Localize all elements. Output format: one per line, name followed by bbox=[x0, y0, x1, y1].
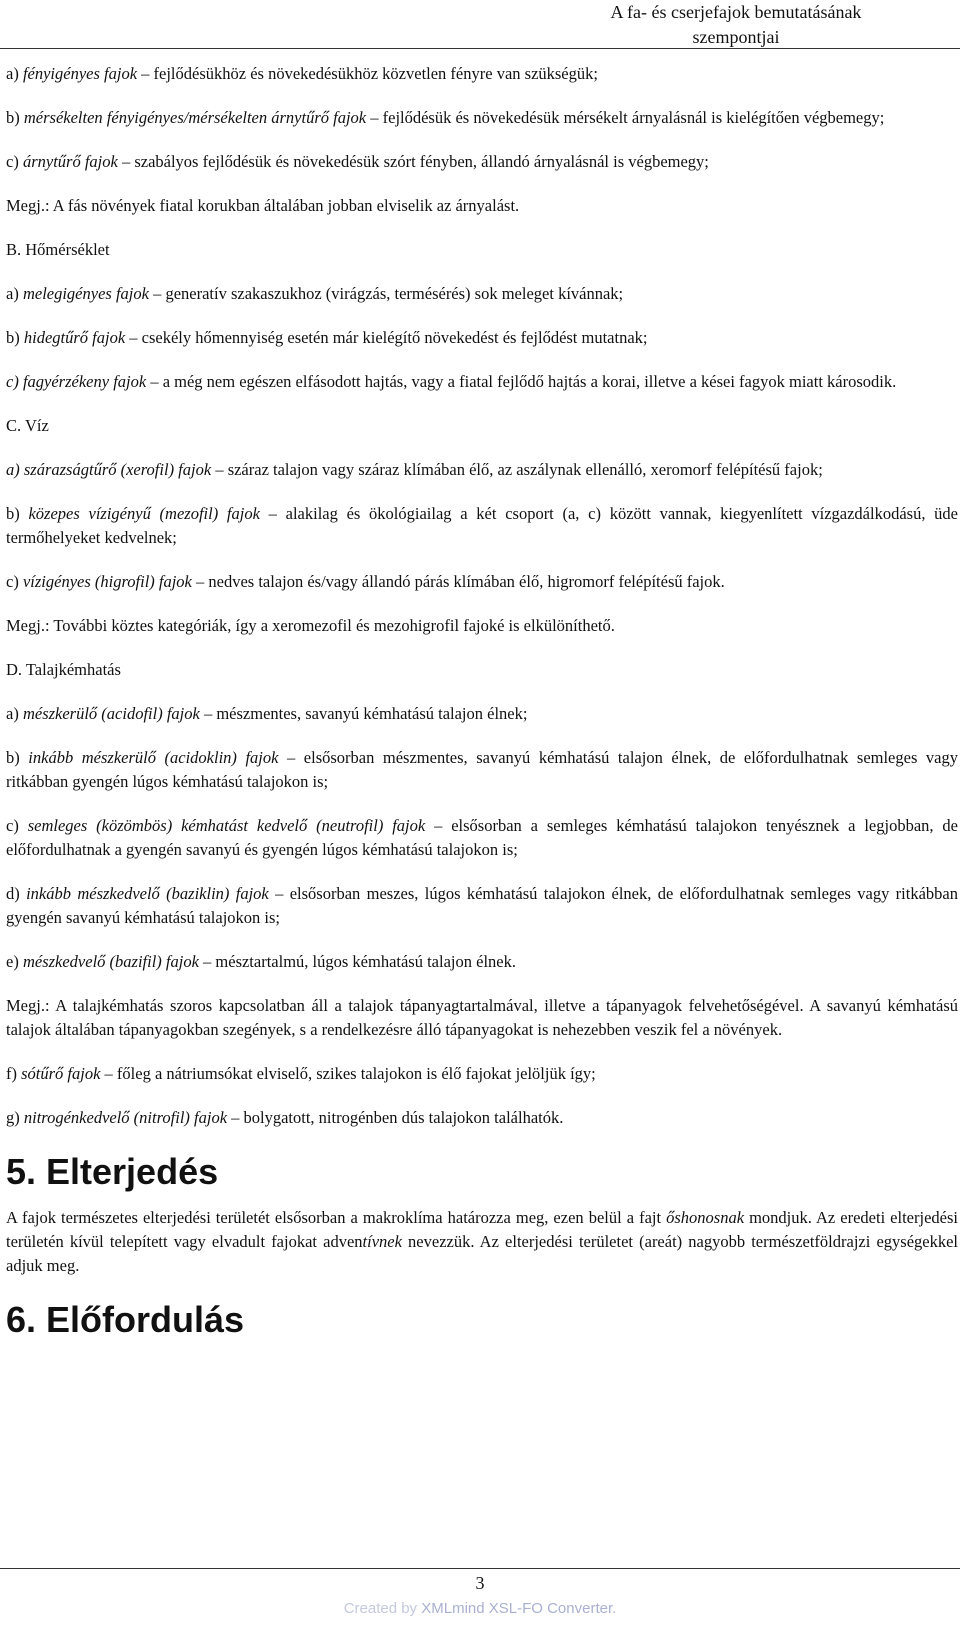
paragraph-mesophil: b) közepes vízigényű (mezofil) fajok – alakilag és ökológiailag a két csoport (a, c) között vannak, kiegyenlített vízgazdálkodású, üde termőhelyeket kedvelnek; bbox=[6, 504, 958, 547]
paragraph-neutrophil: c) semleges (közömbös) kémhatást kedvelő (neutrofil) fajok – elsősorban a semleges kémhatású talajokon tenyésznek a legjobban, de előfordulhatnak a gyengén savanyú és gyengén lúgos kémhatású talajokon is; bbox=[6, 816, 958, 859]
header-divider bbox=[0, 48, 960, 49]
paragraph-shade-tolerant: c) árnytűrő fajok – szabályos fejlődésük és növekedésük szórt fényben, állandó árnyalásnál is végbemegy; bbox=[6, 152, 709, 171]
footer-divider bbox=[0, 1568, 960, 1569]
paragraph-basiclin: d) inkább mészkedvelő (baziklin) fajok – elsősorban meszes, lúgos kémhatású talajokon élnek, de előfordulhatnak semleges vagy ritkábban gyengén savanyú kémhatású talajokon is; bbox=[6, 884, 958, 927]
section-heading-distribution: 5. Elterjedés bbox=[6, 1151, 219, 1192]
paragraph-hygrophil: c) vízigényes (higrofil) fajok – nedves talajon és/vagy állandó párás klímában élő, higromorf felépítésű fajok. bbox=[6, 572, 725, 591]
running-header bbox=[526, 0, 946, 50]
header-title-line1: A fa- és cserjefajok bemutatásának bbox=[610, 2, 862, 22]
creator-credit: Created by XMLmind XSL-FO Converter. bbox=[343, 1600, 617, 1617]
paragraph-cold-tolerant: b) hidegtűrő fajok – csekély hőmennyiség esetén már kielégítő növekedést és fejlődést mutatnak; bbox=[6, 328, 648, 347]
paragraph-salt-tolerant: f) sótűrő fajok – főleg a nátriumsókat elviselő, szikes talajokon is élő fajokat jelöljük így; bbox=[6, 1064, 596, 1083]
paragraph-acidoclin: b) inkább mészkerülő (acidoklin) fajok – elsősorban mészmentes, savanyú kémhatású talajon élnek, de előfordulhatnak semleges vagy ritkábban gyengén lúgos kémhatású talajokon is; bbox=[6, 748, 958, 791]
note-water: Megj.: További köztes kategóriák, így a xeromezofil és mezohigrofil fajoké is elkülöníthető. bbox=[6, 616, 615, 635]
paragraph-moderately-light-demanding: b) mérsékelten fényigényes/mérsékelten árnytűrő fajok – fejlődésük és növekedésük mérsékelt árnyalásnál is kielégítően végbemegy; bbox=[6, 108, 885, 127]
paragraph-xerophil: a) szárazságtűrő (xerofil) fajok – száraz talajon vagy száraz klímában élő, az aszálynak ellenálló, xeromorf felépítésű fajok; bbox=[6, 460, 823, 479]
subheading-water: C. Víz bbox=[6, 416, 49, 435]
note-shade: Megj.: A fás növények fiatal korukban általában jobban elviselik az árnyalást. bbox=[6, 196, 520, 215]
paragraph-frost-sensitive: c) fagyérzékeny fajok – a még nem egészen elfásodott hajtás, vagy a fiatal fejlődő hajtás a korai, illetve a kései fagyok miatt károsodik. bbox=[6, 372, 897, 391]
note-soil-ph: Megj.: A talajkémhatás szoros kapcsolatban áll a talajok tápanyagtartalmával, illetve a tápanyagok felvehetőségével. A savanyú kémhatású talajok általában tápanyagokban szegények, s a rendelkezésre álló tápanyagokat is nehezebben veszik fel a növények. bbox=[6, 996, 958, 1039]
subheading-temperature: B. Hőmérséklet bbox=[6, 240, 110, 259]
paragraph-nitrophil: g) nitrogénkedvelő (nitrofil) fajok – bolygatott, nitrogénben dús talajokon találhatók. bbox=[6, 1108, 564, 1127]
paragraph-acidophil: a) mészkerülő (acidofil) fajok – mészmentes, savanyú kémhatású talajon élnek; bbox=[6, 704, 528, 723]
paragraph-warmth-demanding: a) melegigényes fajok – generatív szakaszukhoz (virágzás, termésérés) sok meleget kívánnak; bbox=[6, 284, 624, 303]
creator-link[interactable]: XMLmind XSL-FO Converter. bbox=[421, 1600, 617, 1617]
header-title-line2: szempontjai bbox=[692, 27, 780, 47]
subheading-soil-ph: D. Talajkémhatás bbox=[6, 660, 121, 679]
paragraph-basiphil: e) mészkedvelő (bazifil) fajok – mésztartalmú, lúgos kémhatású talajon élnek. bbox=[6, 952, 516, 971]
paragraph-light-demanding: a) fényigényes fajok – fejlődésükhöz és növekedésükhöz közvetlen fényre van szükségük; bbox=[6, 64, 598, 83]
section-heading-occurrence: 6. Előfordulás bbox=[6, 1299, 245, 1340]
paragraph-distribution: A fajok természetes elterjedési területét elsősorban a makroklíma határozza meg, ezen belül a fajt őshonosnak mondjuk. Az eredeti elterjedési területén kívül telepített vagy elvadult fajokat adventívnek nevezzük. Az elterjedési területet (areát) nagyobb természetföldrajzi egységekkel adjuk meg. bbox=[6, 1208, 958, 1275]
page-number: 3 bbox=[475, 1573, 485, 1593]
page-body bbox=[6, 62, 958, 1354]
